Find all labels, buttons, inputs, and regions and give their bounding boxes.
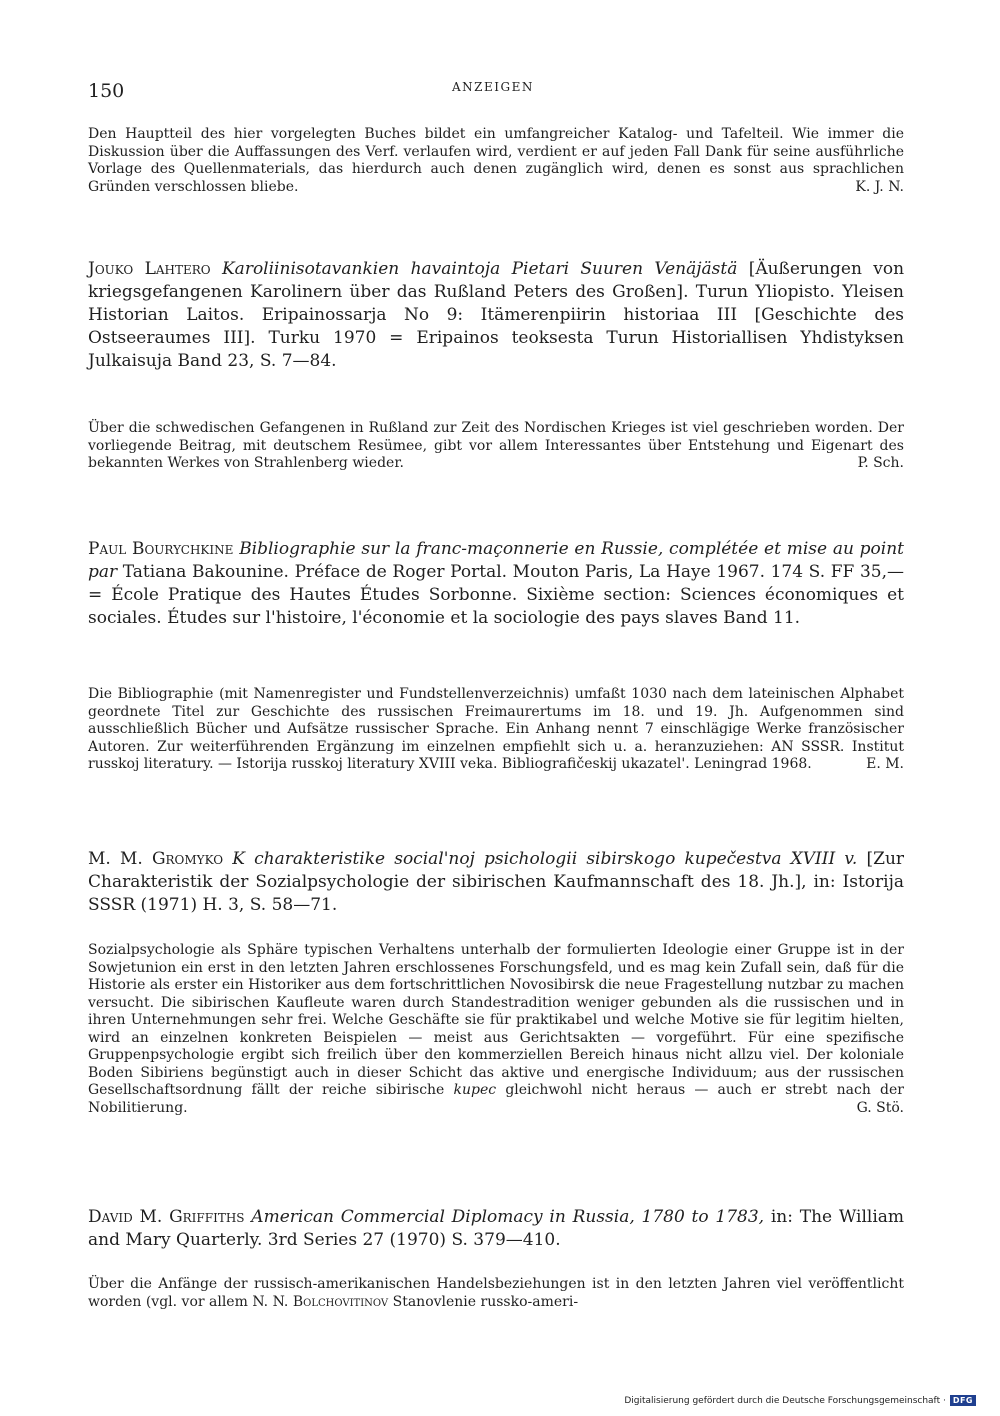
review-text-cont: Stanovlenie russko-ameri- xyxy=(392,1293,579,1310)
review-initials: P. Sch. xyxy=(857,455,904,471)
review-text: Über die Anfänge der russisch-amerikanischen Handelsbeziehungen ist in den letzten Jahren viel veröffentlicht worden (vgl. vor allem N. N. xyxy=(88,1276,904,1310)
review-smallcaps-name: Bolchovitinov xyxy=(292,1293,389,1310)
entry-author: Paul Bourychkine xyxy=(88,539,234,559)
digitization-footer xyxy=(624,1395,976,1406)
review-text: Sozialpsychologie als Sphäre typischen Verhaltens unterhalb der formulierten Ideologie einer Gruppe ist in der Sowjetunion ein erst in den letzten Jahren erschlossenes Forschungsfeld, und es mag kein Zufall sein, daß für die Historie als erster ein Historiker aus dem fortschrittlichen Novosibirsk die neue Fragestellung nutzbar zu machen versucht. Die sibirischen Kaufleute waren durch Standestradition weniger gebunden als die russischen und in ihren Unternehmungen sehr frei. Welche Geschäfte sie für praktikabel und welche Motive sie für legitim hielten, wird an einzelnen konkreten Beispielen — meist aus Gerichtsakten — vorgeführt. Für eine spezifische Gruppenpsychologie ergibt sich freilich über den kommerziellen Bereich hinaus nicht allzu viel. Der koloniale Boden Sibiriens begünstigt auch in dieser Schicht das aktive und energische Individuum; aus der russischen Gesellschaftsordnung fällt der reiche sibirische xyxy=(88,942,904,1098)
dfg-logo-icon: DFG xyxy=(950,1395,976,1406)
intro-initials: K. J. N. xyxy=(855,178,904,195)
review-initials: E. M. xyxy=(866,756,904,772)
entry-griffiths-heading xyxy=(88,1206,904,1252)
intro-text: Den Hauptteil des hier vorgelegten Buches bildet ein umfangreicher Katalog- und Tafelteil. Wie immer die Diskussion über die Auffassungen des Verf. verlaufen wird, verdient er auf jeden Fall Dank für seine ausführliche Vorlage des Quellenmaterials, das hierdurch auch denen zugänglich wird, denen es sonst aus sprachlichen Gründen verschlossen bliebe. xyxy=(88,126,904,195)
review-text-cont: gleichwohl nicht heraus — auch er strebt nach der Nobilitierung. xyxy=(88,1082,904,1116)
entry-details: [Äußerungen von kriegsgefangenen Karolinern über das Rußland Peters des Großen]. Turun Yliopisto. Yleisen Historian Laitos. Eripainossarja No 9: Itämerenpiirin historiaa III [Geschichte des Ostseeraumes III]. Turku 1970 = Eripainos teoksesta Turun Historiallisen Yhdistyksen Julkaisuja Band 23, S. 7—84. xyxy=(88,259,905,371)
entry-griffiths-review xyxy=(88,1276,904,1311)
entry-gromyko-review xyxy=(88,942,904,1117)
running-head: ANZEIGEN xyxy=(452,80,534,94)
entry-gromyko-heading xyxy=(88,848,904,917)
entry-lahtero-review xyxy=(88,420,904,473)
entry-title: American Commercial Diplomacy in Russia, 1780 to 1783, xyxy=(251,1207,765,1227)
intro-paragraph xyxy=(88,126,904,196)
footer-text: Digitalisierung gefördert durch die Deutsche Forschungsgemeinschaft · xyxy=(624,1395,946,1406)
page-number: 150 xyxy=(88,80,125,102)
entry-title: K charakteristike social'noj psichologii sibirskogo kupečestva XVIII v. xyxy=(232,849,858,869)
entry-author: David M. Griffiths xyxy=(88,1207,245,1227)
entry-details: [Zur Charakteristik der Sozialpsychologie der sibirischen Kaufmannschaft des 18. Jh.], in: Istorija SSSR (1971) H. 3, S. 58—71. xyxy=(88,849,905,915)
entry-title: Bibliographie sur la franc-maçonnerie en Russie, complétée et mise au point par xyxy=(88,539,905,582)
entry-bourychkine-heading xyxy=(88,538,904,630)
entry-author: Gromyko xyxy=(151,849,224,869)
review-initials: G. Stö. xyxy=(856,1099,904,1116)
entry-title: Karoliinisotavankien havaintoja Pietari Suuren Venäjästä xyxy=(221,259,738,279)
entry-details: Tatiana Bakounine. Préface de Roger Portal. Mouton Paris, La Haye 1967. 174 S. FF 35,— = École Pratique des Hautes Études Sorbonne. Sixième section: Sciences économiques et sociales. Études sur l'histoire, l'économie et la sociologie des pays slaves Band 11. xyxy=(88,562,904,628)
entry-author: Jouko Lahtero xyxy=(88,259,211,279)
entry-lahtero-heading xyxy=(88,258,904,373)
review-text: Über die schwedischen Gefangenen in Rußland zur Zeit des Nordischen Krieges ist viel geschrieben worden. Der vorliegende Beitrag, mit deutschem Resümee, gibt vor allem Interessantes über Entstehung und Eigenart des bekannten Werkes von Strahlenberg wieder. xyxy=(88,420,904,471)
entry-author-prefix: M. M. xyxy=(88,849,143,869)
review-italic-word: kupec xyxy=(453,1082,497,1098)
entry-details: in: The William and Mary Quarterly. 3rd Series 27 (1970) S. 379—410. xyxy=(88,1207,905,1250)
entry-bourychkine-review xyxy=(88,686,904,774)
review-text: Die Bibliographie (mit Namenregister und Fundstellenverzeichnis) umfaßt 1030 nach dem lateinischen Alphabet geordnete Titel zur Geschichte des russischen Freimaurertums im 18. und 19. Jh. Aufgenommen sind ausschließlich Bücher und Aufsätze russischer Sprache. Ein Anhang nennt 7 einschlägige Werke französischer Autoren. Zur weiterführenden Ergänzung im einzelnen empfiehlt sich u. a. heranzuziehen: AN SSSR. Institut russkoj literatury. — Istorija russkoj literatury XVIII veka. Bibliografičeskij ukazatel'. Leningrad 1968. xyxy=(88,686,904,772)
